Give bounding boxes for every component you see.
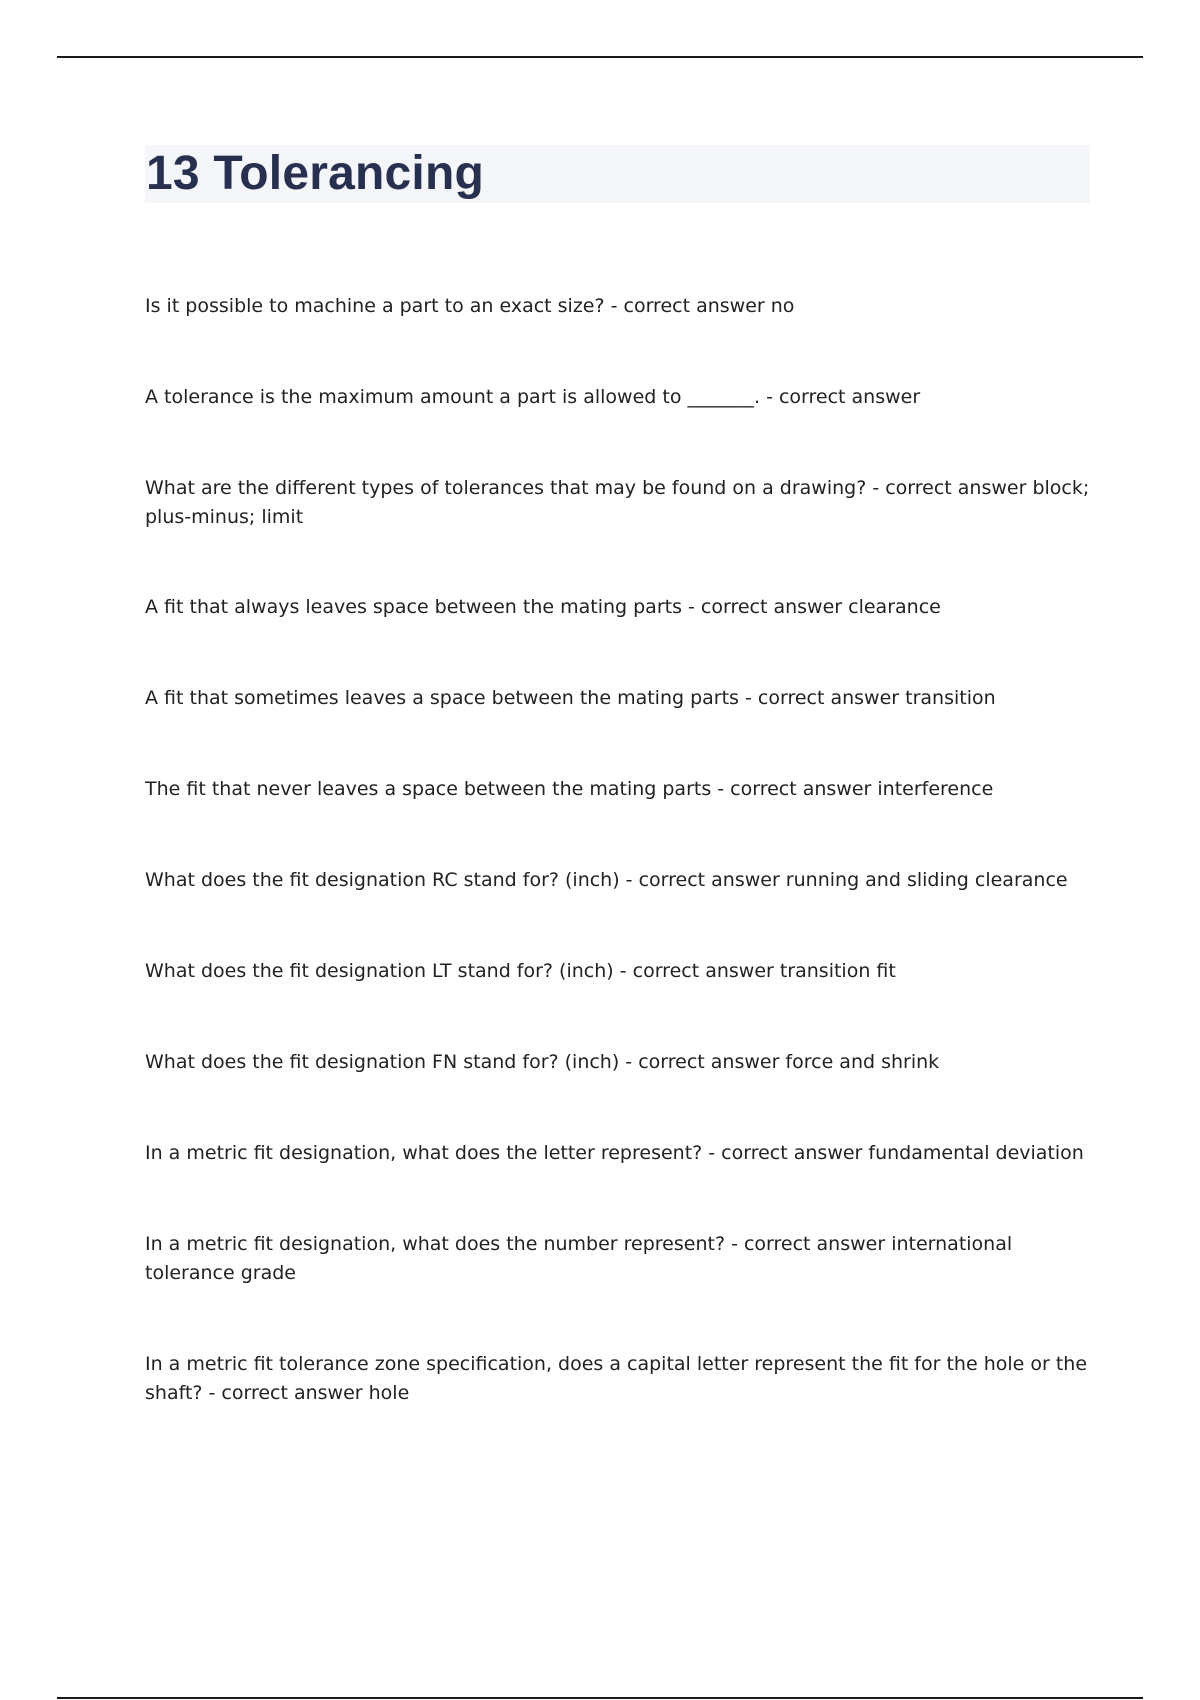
qa-item: A fit that sometimes leaves a space between the mating parts - correct answer transition: [145, 687, 996, 709]
qa-item: What does the fit designation LT stand for? (inch) - correct answer transition fit: [145, 960, 896, 982]
qa-item: In a metric fit designation, what does the letter represent? - correct answer fundamental deviation: [145, 1142, 1084, 1164]
qa-item: A tolerance is the maximum amount a part is allowed to _______. - correct answer: [145, 386, 921, 408]
top-divider: [57, 56, 1143, 58]
qa-item: The fit that never leaves a space between the mating parts - correct answer interference: [145, 778, 994, 800]
qa-item: In a metric fit designation, what does the number represent? - correct answer international tolerance grade: [145, 1233, 1013, 1284]
qa-item: What does the fit designation RC stand for? (inch) - correct answer running and sliding clearance: [145, 869, 1068, 891]
qa-item: A fit that always leaves space between the mating parts - correct answer clearance: [145, 596, 941, 618]
page-title: 13 Tolerancing: [146, 147, 485, 200]
bottom-divider: [57, 1697, 1143, 1699]
qa-item: What does the fit designation FN stand for? (inch) - correct answer force and shrink: [145, 1051, 940, 1073]
qa-item: What are the different types of tolerances that may be found on a drawing? - correct answer block; plus-minus; limit: [145, 477, 1090, 528]
qa-item: In a metric fit tolerance zone specification, does a capital letter represent the fit for the hole or the shaft? - correct answer hole: [145, 1353, 1088, 1404]
qa-item: Is it possible to machine a part to an exact size? - correct answer no: [145, 295, 795, 317]
